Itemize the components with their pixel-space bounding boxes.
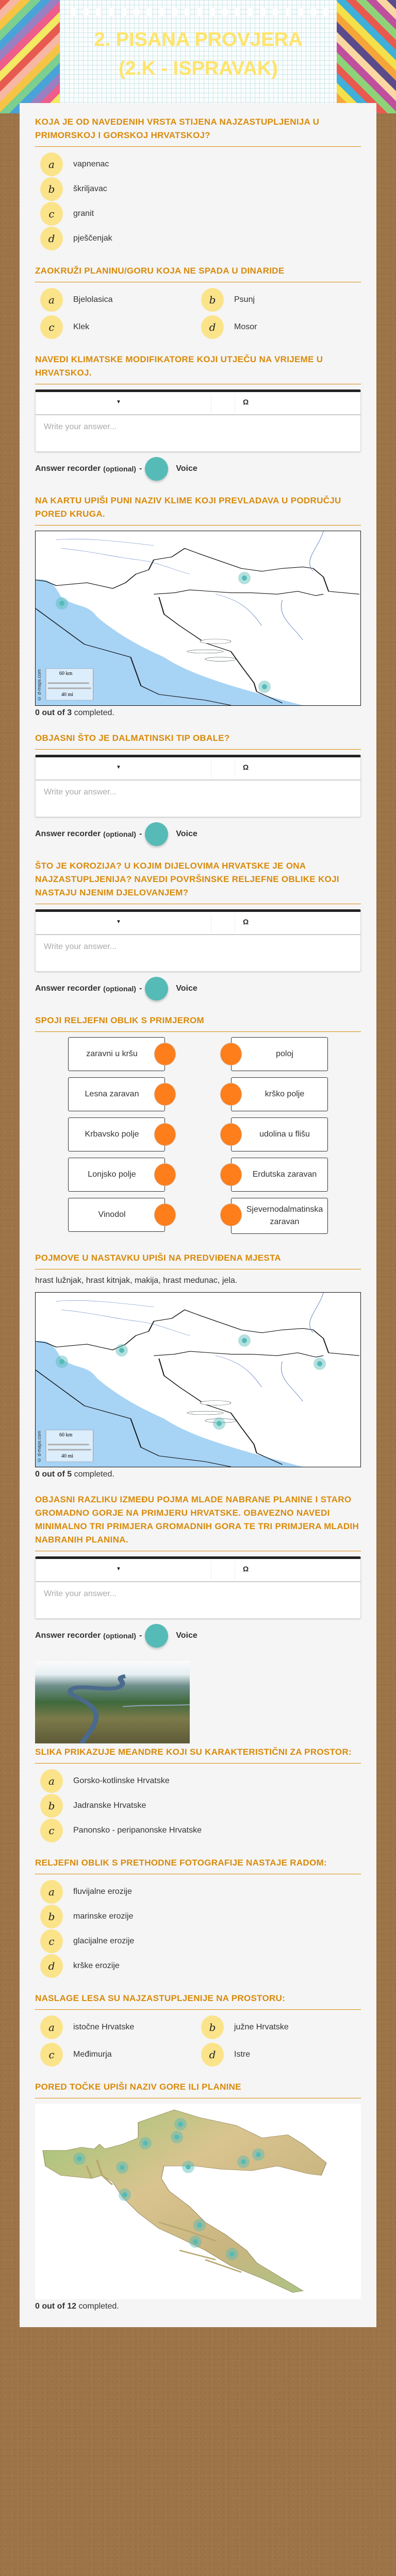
editor-toolbar	[36, 757, 360, 781]
option-label: pješčenjak	[73, 234, 112, 243]
matching-pairs	[35, 1037, 361, 1238]
croatia-outline-map-8	[35, 1292, 361, 1467]
label-drop-marker[interactable]	[116, 1344, 128, 1357]
answer-editor-9	[35, 1556, 361, 1619]
label-drop-marker[interactable]	[174, 2118, 187, 2130]
question-8-word-bank: hrast lužnjak, hrast kitnjak, makija, hrast medunac, jela.	[35, 1276, 238, 1285]
answer-editor-6	[35, 909, 361, 972]
format-dropdown-icon[interactable]: ▼	[116, 765, 121, 770]
option-letter-badge: d	[40, 1954, 63, 1978]
record-button[interactable]	[145, 1624, 168, 1648]
match-left-item[interactable]: Krbavsko polje	[68, 1117, 165, 1151]
option-label: Međimurja	[73, 2050, 112, 2059]
question-1-options	[35, 152, 361, 251]
answer-option-d[interactable]	[40, 1954, 361, 1978]
match-connector-right[interactable]	[220, 1043, 242, 1065]
recorder-voice-label: Voice	[176, 984, 197, 993]
answer-option-a[interactable]	[40, 1769, 361, 1793]
match-left-item[interactable]: zaravni u kršu	[68, 1037, 165, 1071]
match-left-item[interactable]: Lonjsko polje	[68, 1158, 165, 1192]
recorder-dash: -	[139, 829, 142, 838]
recorder-label: Answer recorder	[35, 1631, 101, 1640]
format-dropdown-icon[interactable]: ▼	[116, 399, 121, 405]
match-connector-left[interactable]	[154, 1123, 176, 1146]
match-right-item[interactable]: Erdutska zaravan	[231, 1158, 328, 1192]
question-5-title: OBJASNI ŠTO JE DALMATINSKI TIP OBALE?	[35, 732, 361, 750]
question-2-options	[35, 287, 361, 340]
match-connector-left[interactable]	[154, 1083, 176, 1106]
option-label: granit	[73, 209, 94, 218]
completed-count: 0 out of 3	[35, 708, 72, 717]
option-label: vapnenac	[73, 160, 109, 168]
label-drop-marker[interactable]	[258, 681, 271, 693]
option-letter-badge: b	[40, 177, 63, 201]
completed-count: 0 out of 5	[35, 1470, 72, 1479]
option-label: južne Hrvatske	[234, 2023, 289, 2031]
option-label: krške erozije	[73, 1961, 120, 1970]
answer-input[interactable]: Write your answer...	[44, 788, 117, 796]
question-7-title: SPOJI RELJEFNI OBLIK S PRIMJEROM	[35, 1014, 361, 1032]
answer-option-d[interactable]	[40, 226, 361, 251]
answer-option-c[interactable]	[40, 2042, 201, 2067]
question-11-title: RELJEFNI OBLIK S PRETHODNE FOTOGRAFIJE NASTAJE RADOM:	[35, 1856, 361, 1874]
page-title-line-2: (2.K - ISPRAVAK)	[119, 58, 278, 79]
completed-suffix: completed.	[78, 2302, 119, 2311]
page-title-line-1: 2. PISANA PROVJERA	[94, 29, 303, 50]
question-12-title: NASLAGE LESA SU NAJZASTUPLJENIJE NA PROSTORU:	[35, 1992, 361, 2010]
format-dropdown-icon[interactable]: ▼	[116, 919, 121, 925]
option-letter-badge: a	[40, 152, 63, 176]
answer-option-c[interactable]	[40, 1929, 361, 1954]
match-left-item[interactable]: Vinodol	[68, 1198, 165, 1232]
special-character-button[interactable]: Ω	[243, 763, 249, 771]
option-letter-badge: d	[40, 227, 63, 250]
question-4	[35, 494, 361, 718]
question-10-title: SLIKA PRIKAZUJE MEANDRE KOJI SU KARAKTERISTIČNI ZA PROSTOR:	[35, 1745, 361, 1764]
answer-option-a[interactable]	[40, 2015, 201, 2040]
label-drop-marker[interactable]	[119, 2189, 131, 2201]
option-letter-badge: b	[201, 2015, 224, 2039]
option-letter-badge: b	[40, 1794, 63, 1818]
option-letter-badge: a	[40, 1880, 63, 1904]
recorder-label: Answer recorder	[35, 464, 101, 473]
answer-option-a[interactable]	[40, 287, 201, 312]
match-connector-left[interactable]	[154, 1204, 176, 1226]
recorder-voice-label: Voice	[176, 464, 197, 473]
option-letter-badge: a	[40, 2015, 63, 2039]
answer-recorder-6	[35, 977, 361, 1001]
format-dropdown-icon[interactable]: ▼	[116, 1566, 121, 1572]
recorder-dash: -	[139, 984, 142, 993]
record-button[interactable]	[145, 822, 168, 846]
option-letter-badge: a	[40, 1769, 63, 1793]
special-character-button[interactable]: Ω	[243, 398, 249, 406]
scale-mi-label: 40 mi	[61, 1453, 74, 1459]
match-connector-right[interactable]	[220, 1123, 242, 1146]
map-drawing	[36, 531, 360, 705]
match-left-item[interactable]: Lesna zaravan	[68, 1077, 165, 1111]
answer-option-d[interactable]	[201, 2042, 356, 2067]
option-label: Gorsko-kotlinske Hrvatske	[73, 1776, 170, 1785]
match-right-item[interactable]: Sjevernodalmatinska zaravan	[231, 1198, 328, 1234]
question-6-title: ŠTO JE KOROZIJA? U KOJIM DIJELOVIMA HRVATSKE JE ONA NAJZASTUPLJENIJA? NAVEDI POVRŠINSKE RELJEFNE OBLIKE KOJI NASTAJU NJENIM DJELOVANJEM?	[35, 859, 361, 904]
recorder-optional-label: (optional)	[103, 1632, 136, 1640]
meander-river-photo	[35, 1661, 190, 1743]
scale-km-label: 60 km	[59, 671, 73, 676]
option-letter-badge: c	[40, 2043, 63, 2066]
option-letter-badge: d	[201, 315, 224, 339]
answer-input[interactable]: Write your answer...	[44, 422, 117, 431]
question-10	[35, 1661, 361, 1843]
question-9-title: OBJASNI RAZLIKU IZMEĐU POJMA MLADE NABRANE PLANINE I STARO GROMADNO GORJE NA PRIMJERU HRVATSKE. OBAVEZNO NAVEDI MINIMALNO TRI PRIMJERA GROMADNIH GORA TE TRI PRIMJERA MLADIH NABRANIH PLANINA.	[35, 1493, 361, 1551]
option-label: Psunj	[234, 295, 255, 304]
question-3-title: NAVEDI KLIMATSKE MODIFIKATORE KOJI UTJEČU NA VRIJEME U HRVATSKOJ.	[35, 353, 361, 384]
match-connector-left[interactable]	[154, 1043, 176, 1065]
recorder-optional-label: (optional)	[103, 830, 136, 838]
completion-status-8	[35, 1469, 361, 1480]
question-10-options	[35, 1769, 361, 1843]
map-drawing	[36, 1293, 360, 1467]
option-label: glacijalne erozije	[73, 1937, 135, 1945]
option-letter-badge: c	[40, 202, 63, 226]
option-letter-badge: d	[201, 2043, 224, 2066]
editor-toolbar	[36, 1559, 360, 1582]
answer-option-b[interactable]	[201, 2015, 356, 2040]
recorder-dash: -	[139, 464, 142, 473]
question-13	[35, 2080, 361, 2312]
answer-option-c[interactable]	[40, 1818, 361, 1843]
answer-option-c[interactable]	[40, 201, 361, 226]
question-13-title: PORED TOČKE UPIŠI NAZIV GORE ILI PLANINE	[35, 2080, 361, 2098]
answer-option-b[interactable]	[40, 1793, 361, 1818]
match-right-item[interactable]: udolina u flišu	[231, 1117, 328, 1151]
special-character-button[interactable]: Ω	[243, 918, 249, 926]
match-connector-right[interactable]	[220, 1204, 242, 1226]
chevron-pattern-right	[337, 0, 396, 113]
match-connector-left[interactable]	[154, 1163, 176, 1186]
completion-status-4	[35, 708, 361, 718]
recorder-label: Answer recorder	[35, 829, 101, 838]
option-label: Istre	[234, 2050, 251, 2059]
option-letter-badge: b	[201, 288, 224, 312]
quiz-card	[20, 103, 376, 2327]
option-letter-badge: c	[40, 1929, 63, 1953]
recorder-label: Answer recorder	[35, 984, 101, 993]
question-12	[35, 1992, 361, 2067]
answer-recorder-5	[35, 822, 361, 846]
label-drop-marker[interactable]	[314, 1358, 326, 1370]
match-right-item[interactable]: poloj	[231, 1037, 328, 1071]
answer-input[interactable]: Write your answer...	[44, 942, 117, 951]
label-drop-marker[interactable]	[237, 2156, 250, 2168]
scale-km-label: 60 km	[59, 1432, 73, 1438]
label-drop-marker[interactable]	[238, 572, 251, 584]
match-right-item[interactable]: krško polje	[231, 1077, 328, 1111]
recorder-dash: -	[139, 1631, 142, 1640]
question-11-options	[35, 1879, 361, 1978]
question-8	[35, 1251, 361, 1480]
answer-input[interactable]: Write your answer...	[44, 1589, 117, 1598]
completed-count: 0 out of 12	[35, 2302, 77, 2311]
question-11	[35, 1856, 361, 1978]
answer-option-b[interactable]	[40, 177, 361, 201]
option-label: Bjelolasica	[73, 295, 113, 304]
answer-recorder-3	[35, 457, 361, 481]
option-label: marinske erozije	[73, 1912, 134, 1921]
completed-suffix: completed.	[74, 1470, 114, 1479]
recorder-optional-label: (optional)	[103, 465, 136, 473]
question-7	[35, 1014, 361, 1238]
question-12-options	[35, 2015, 361, 2067]
map-credit: © d-maps.com	[37, 1431, 42, 1463]
question-1	[35, 115, 361, 251]
question-2	[35, 264, 361, 340]
editor-toolbar	[36, 392, 360, 415]
label-drop-marker[interactable]	[182, 2161, 194, 2173]
answer-option-b[interactable]	[40, 1904, 361, 1929]
answer-option-b[interactable]	[201, 287, 356, 312]
recorder-optional-label: (optional)	[103, 985, 136, 993]
recorder-voice-label: Voice	[176, 829, 197, 838]
question-6	[35, 859, 361, 1001]
match-connector-right[interactable]	[220, 1083, 242, 1106]
croatia-relief-map	[35, 2104, 361, 2299]
option-letter-badge: b	[40, 1905, 63, 1928]
question-9	[35, 1493, 361, 1648]
completed-suffix: completed.	[74, 708, 114, 717]
header-banner	[0, 0, 396, 113]
answer-editor-5	[35, 755, 361, 817]
answer-option-a[interactable]	[40, 1879, 361, 1904]
question-2-title: ZAOKRUŽI PLANINU/GORU KOJA NE SPADA U DINARIDE	[35, 264, 361, 282]
river-meander-illustration	[35, 1661, 190, 1743]
scale-mi-label: 40 mi	[61, 692, 74, 698]
map-drawing	[35, 2104, 361, 2299]
map-credit: © d-maps.com	[37, 669, 42, 702]
answer-editor-3	[35, 389, 361, 452]
answer-option-a[interactable]	[40, 152, 361, 177]
answer-option-d[interactable]	[201, 315, 356, 340]
editor-toolbar	[36, 912, 360, 935]
option-label: istočne Hrvatske	[73, 2023, 135, 2031]
croatia-outline-map-4	[35, 531, 361, 706]
recorder-voice-label: Voice	[176, 1631, 197, 1640]
paper-holes	[67, 7, 330, 16]
label-drop-marker[interactable]	[213, 1417, 225, 1430]
option-label: Mosor	[234, 323, 257, 331]
question-4-title: NA KARTU UPIŠI PUNI NAZIV KLIME KOJI PREVLADAVA U PODRUČJU PORED KRUGA.	[35, 494, 361, 526]
question-5	[35, 732, 361, 846]
match-connector-right[interactable]	[220, 1163, 242, 1186]
question-8-title: POJMOVE U NASTAVKU UPIŠI NA PREDVIĐENA MJESTA	[35, 1251, 361, 1269]
option-letter-badge: a	[40, 288, 63, 312]
answer-option-c[interactable]	[40, 315, 201, 340]
answer-recorder-9	[35, 1624, 361, 1648]
option-letter-badge: c	[40, 315, 63, 339]
question-1-title: KOJA JE OD NAVEDENIH VRSTA STIJENA NAJZASTUPLJENIJA U PRIMORSKOJ I GORSKOJ HRVATSKOJ?	[35, 115, 361, 147]
completion-status-13	[35, 2301, 361, 2312]
option-label: fluvijalne erozije	[73, 1887, 132, 1896]
record-button[interactable]	[145, 457, 168, 481]
option-label: Panonsko - peripanonske Hrvatske	[73, 1826, 202, 1835]
question-3	[35, 353, 361, 481]
label-drop-marker[interactable]	[139, 2137, 152, 2149]
record-button[interactable]	[145, 977, 168, 1001]
special-character-button[interactable]: Ω	[243, 1565, 249, 1573]
option-label: Klek	[73, 323, 90, 331]
chevron-pattern-left	[0, 0, 60, 113]
label-drop-marker[interactable]	[226, 2248, 238, 2260]
option-label: Jadranske Hrvatske	[73, 1801, 146, 1810]
option-letter-badge: c	[40, 1819, 63, 1842]
option-label: škriljavac	[73, 184, 107, 193]
